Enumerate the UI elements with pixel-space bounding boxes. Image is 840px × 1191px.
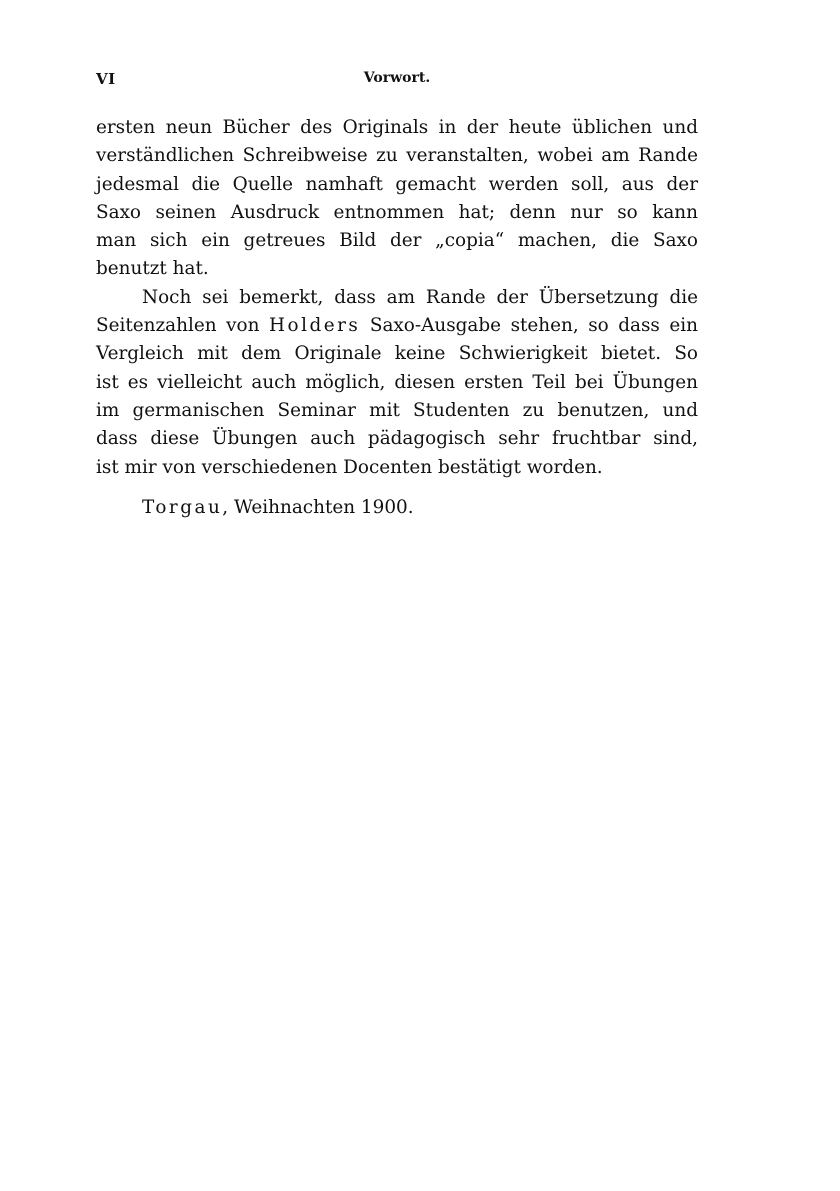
text-line: jedesmal die Quelle namhaft gemacht werden soll, aus der [96,173,698,195]
text-line: ist es vielleicht auch möglich, diesen ersten Teil bei Übungen [96,371,698,393]
text-line: man sich ein getreues Bild der „copia“ machen, die Saxo [96,230,698,252]
running-title: Vorwort. [363,70,431,86]
text-line: dass diese Übungen auch pädagogisch sehr fruchtbar sind, [96,428,698,450]
paragraph-2 [96,284,698,482]
text-segment: Saxo-Ausgabe stehen, so dass ein [360,315,698,337]
text-line: im germanischen Seminar mit Studenten zu benutzen, und [96,399,698,421]
closing-date: , Weihnachten 1900. [222,497,414,518]
paragraph-1 [96,114,698,284]
author-name-spaced: Holders [268,315,361,337]
text-line: benutzt hat. [96,258,209,280]
body-text [96,114,698,482]
text-line [96,312,698,340]
page-number: VI [96,70,116,88]
text-line: verständlichen Schreibweise zu veranstalten, wobei am Rande [96,145,698,167]
closing-line [142,497,414,518]
text-line: ist mir von verschiedenen Docenten bestätigt worden. [96,456,603,478]
page-header [96,70,698,96]
text-line: Saxo seinen Ausdruck entnommen hat; denn nur so kann [96,201,698,223]
text-line: Noch sei bemerkt, dass am Rande der Übersetzung die [142,286,698,308]
text-line: ersten neun Bücher des Originals in der heute üblichen und [96,117,698,138]
place-name: Torgau [142,497,223,518]
text-line: Vergleich mit dem Originale keine Schwierigkeit bietet. So [96,343,698,365]
text-segment: Seitenzahlen von [96,315,269,337]
